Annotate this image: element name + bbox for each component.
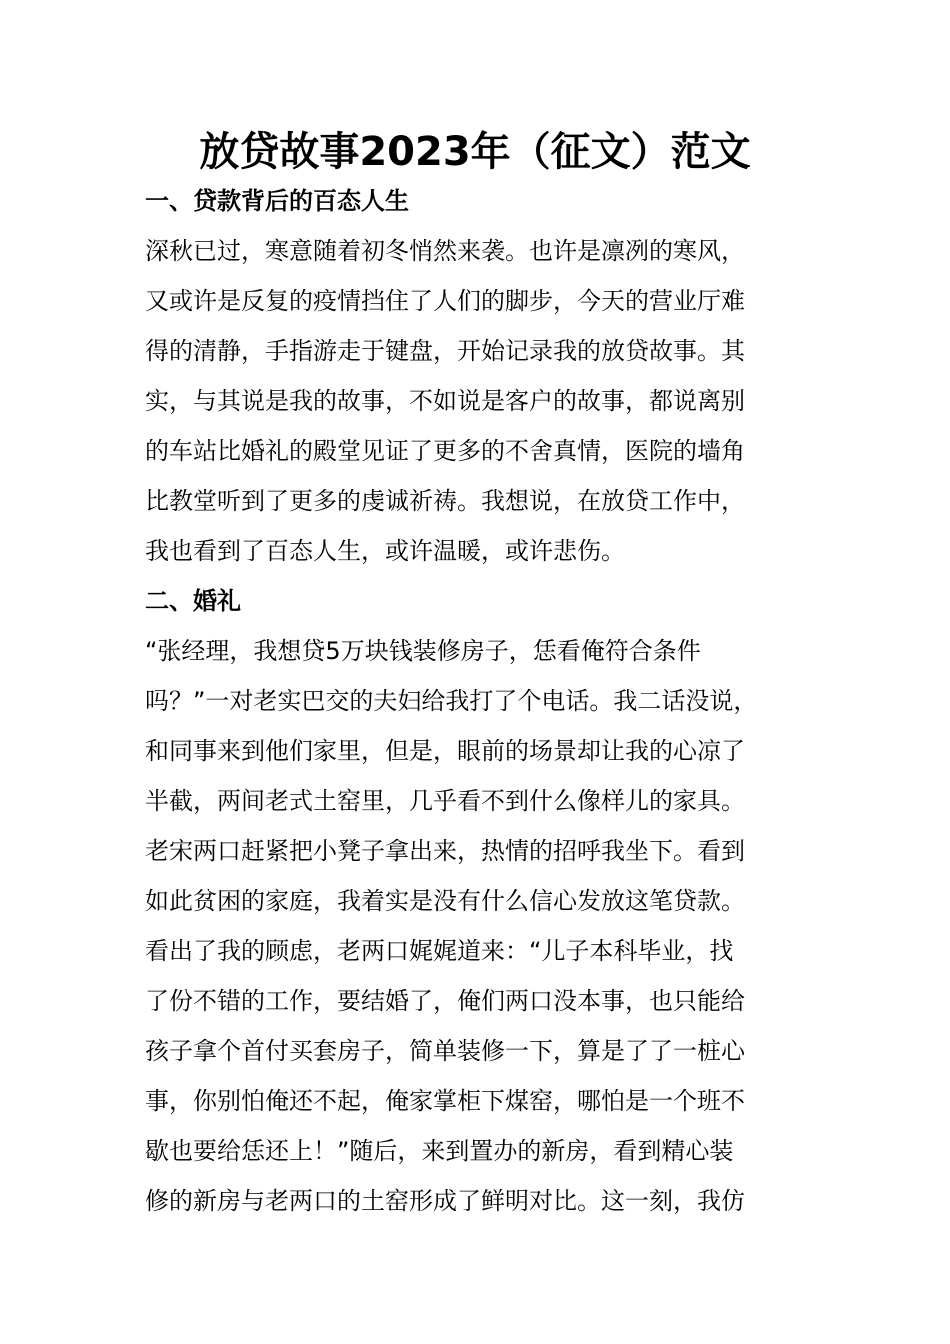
paragraph-line: 比教堂听到了更多的虔诚祈祷。我想说，在放贷工作中，: [145, 487, 745, 515]
paragraph-line: 看出了我的顾虑，老两口娓娓道来：“儿子本科毕业，找: [145, 937, 734, 965]
paragraph-line: 我也看到了百态人生，或许温暖，或许悲伤。: [145, 537, 625, 565]
paragraph-line: 深秋已过，寒意随着初冬悄然来袭。也许是凛冽的寒风，: [145, 237, 745, 265]
section-heading-1: 一、贷款背后的百态人生: [145, 187, 409, 215]
paragraph-line: 实，与其说是我的故事，不如说是客户的故事，都说离别: [145, 387, 745, 415]
paragraph-line: 半截，两间老式土窑里，几乎看不到什么像样儿的家具。: [145, 787, 745, 815]
paragraph-line: 吗？”一对老实巴交的夫妇给我打了个电话。我二话没说，: [145, 687, 758, 715]
paragraph-line: 又或许是反复的疫情挡住了人们的脚步，今天的营业厅难: [145, 287, 745, 315]
paragraph-line: “张经理，我想贷5万块钱装修房子，恁看俺符合条件: [145, 637, 701, 665]
paragraph-line: 和同事来到他们家里，但是，眼前的场景却让我的心凉了: [145, 737, 745, 765]
section-heading-2: 二、婚礼: [145, 587, 241, 615]
paragraph-line: 了份不错的工作，要结婚了，俺们两口没本事，也只能给: [145, 987, 745, 1015]
paragraph-line: 得的清静，手指游走于键盘，开始记录我的放贷故事。其: [145, 337, 745, 365]
paragraph-line: 如此贫困的家庭，我着实是没有什么信心发放这笔贷款。: [145, 887, 745, 915]
paragraph-line: 歇也要给恁还上！”随后，来到置办的新房，看到精心装: [145, 1137, 734, 1165]
document-title: 放贷故事2023年（征文）范文: [199, 129, 751, 175]
paragraph-line: 修的新房与老两口的土窑形成了鲜明对比。这一刻，我仿: [145, 1187, 745, 1215]
paragraph-line: 老宋两口赶紧把小凳子拿出来，热情的招呼我坐下。看到: [145, 837, 745, 865]
paragraph-line: 的车站比婚礼的殿堂见证了更多的不舍真情，医院的墙角: [145, 437, 745, 465]
paragraph-line: 事，你别怕俺还不起，俺家掌柜下煤窑，哪怕是一个班不: [145, 1087, 745, 1115]
paragraph-line: 孩子拿个首付买套房子，简单装修一下，算是了了一桩心: [145, 1037, 745, 1065]
